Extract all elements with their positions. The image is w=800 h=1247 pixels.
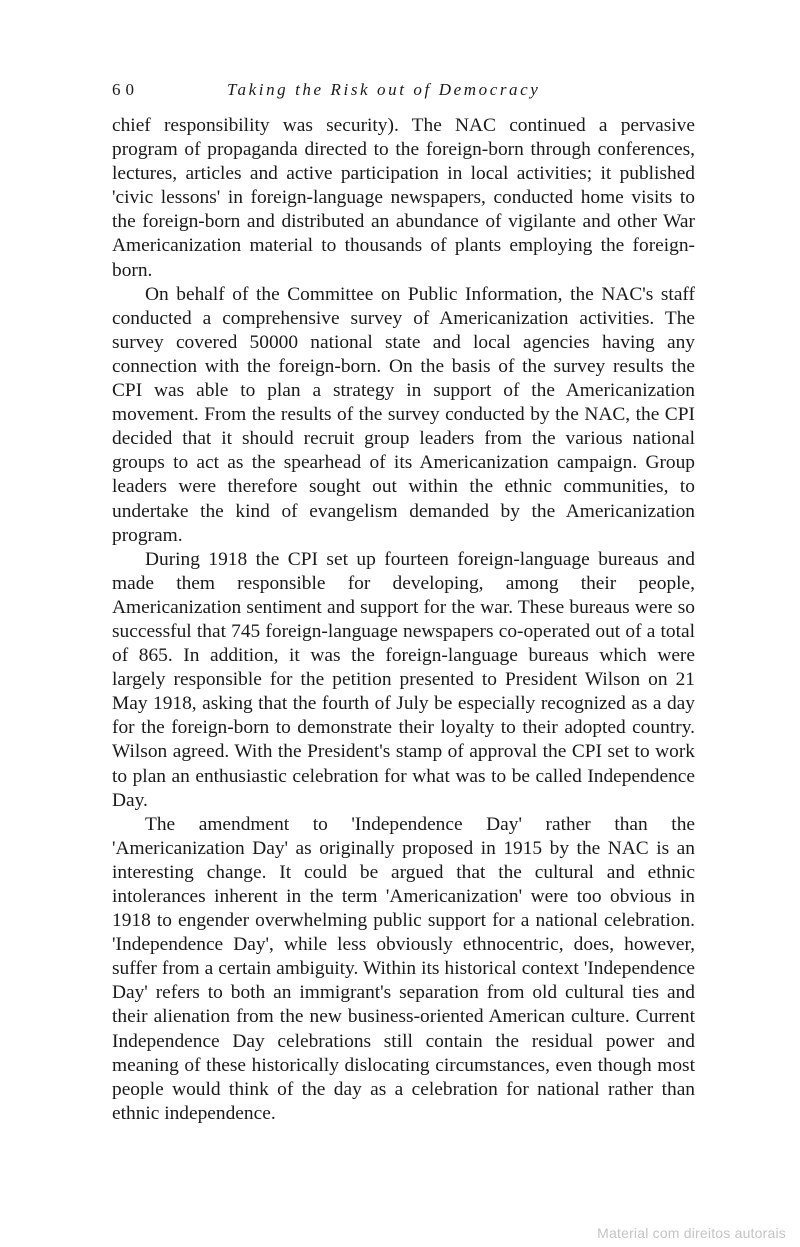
- running-head: [112, 78, 702, 102]
- paragraph: chief responsibility was security). The NAC continued a pervasive program of propaganda directed to the foreign-born through conferences, lectures, articles and active participation in local activities; it published 'civic lessons' in foreign-language newspapers, conducted home visits to the foreign-born and distributed an abundance of vigilante and other War Americanization material to thousands of plants employing the foreign-born.: [112, 115, 695, 281]
- paragraph: On behalf of the Committee on Public Information, the NAC's staff conducted a comprehensive survey of Americanization activities. The survey covered 50000 national state and local agencies having any connection with the foreign-born. On the basis of the survey results the CPI was able to plan a strategy in support of the Americanization movement. From the results of the survey conducted by the NAC, the CPI decided that it should recruit group leaders from the various national groups to act as the spearhead of its Americanization campaign. Group leaders were therefore sought out within the ethnic communities, to undertake the kind of evangelism demanded by the Americanization program.: [112, 283, 695, 546]
- running-title: Taking the Risk out of Democracy: [227, 80, 541, 99]
- copyright-watermark: Material com direitos autorais: [597, 1225, 786, 1241]
- page-number: 60: [112, 80, 139, 99]
- paragraph: During 1918 the CPI set up fourteen foreign-language bureaus and made them responsible for developing, among their people, Americanization sentiment and support for the war. These bureaus were so successful that 745 foreign-language newspapers co-operated out of a total of 865. In addition, it was the foreign-language bureaus which were largely responsible for the petition presented to President Wilson on 21 May 1918, asking that the fourth of July be especially recognized as a day for the foreign-born to demonstrate their loyalty to their adopted country. Wilson agreed. With the President's stamp of approval the CPI set to work to plan an enthusiastic celebration for what was to be called Independence Day.: [112, 548, 695, 811]
- paragraph: The amendment to 'Independence Day' rather than the 'Americanization Day' as originally proposed in 1915 by the NAC is an interesting change. It could be argued that the cultural and ethnic intolerances inherent in the term 'Americanization' were too obvious in 1918 to engender overwhelming public support for a national celebration. 'Independence Day', while less obviously ethnocentric, does, however, suffer from a certain ambiguity. Within its historical context 'Independence Day' refers to both an immigrant's separation from old cultural ties and their alienation from the new business-oriented American culture. Current Independence Day celebrations still contain the residual power and meaning of these historically dislocating circumstances, even though most people would think of the day as a celebration for national rather than ethnic independence.: [112, 813, 695, 1124]
- body-text: [112, 114, 695, 1126]
